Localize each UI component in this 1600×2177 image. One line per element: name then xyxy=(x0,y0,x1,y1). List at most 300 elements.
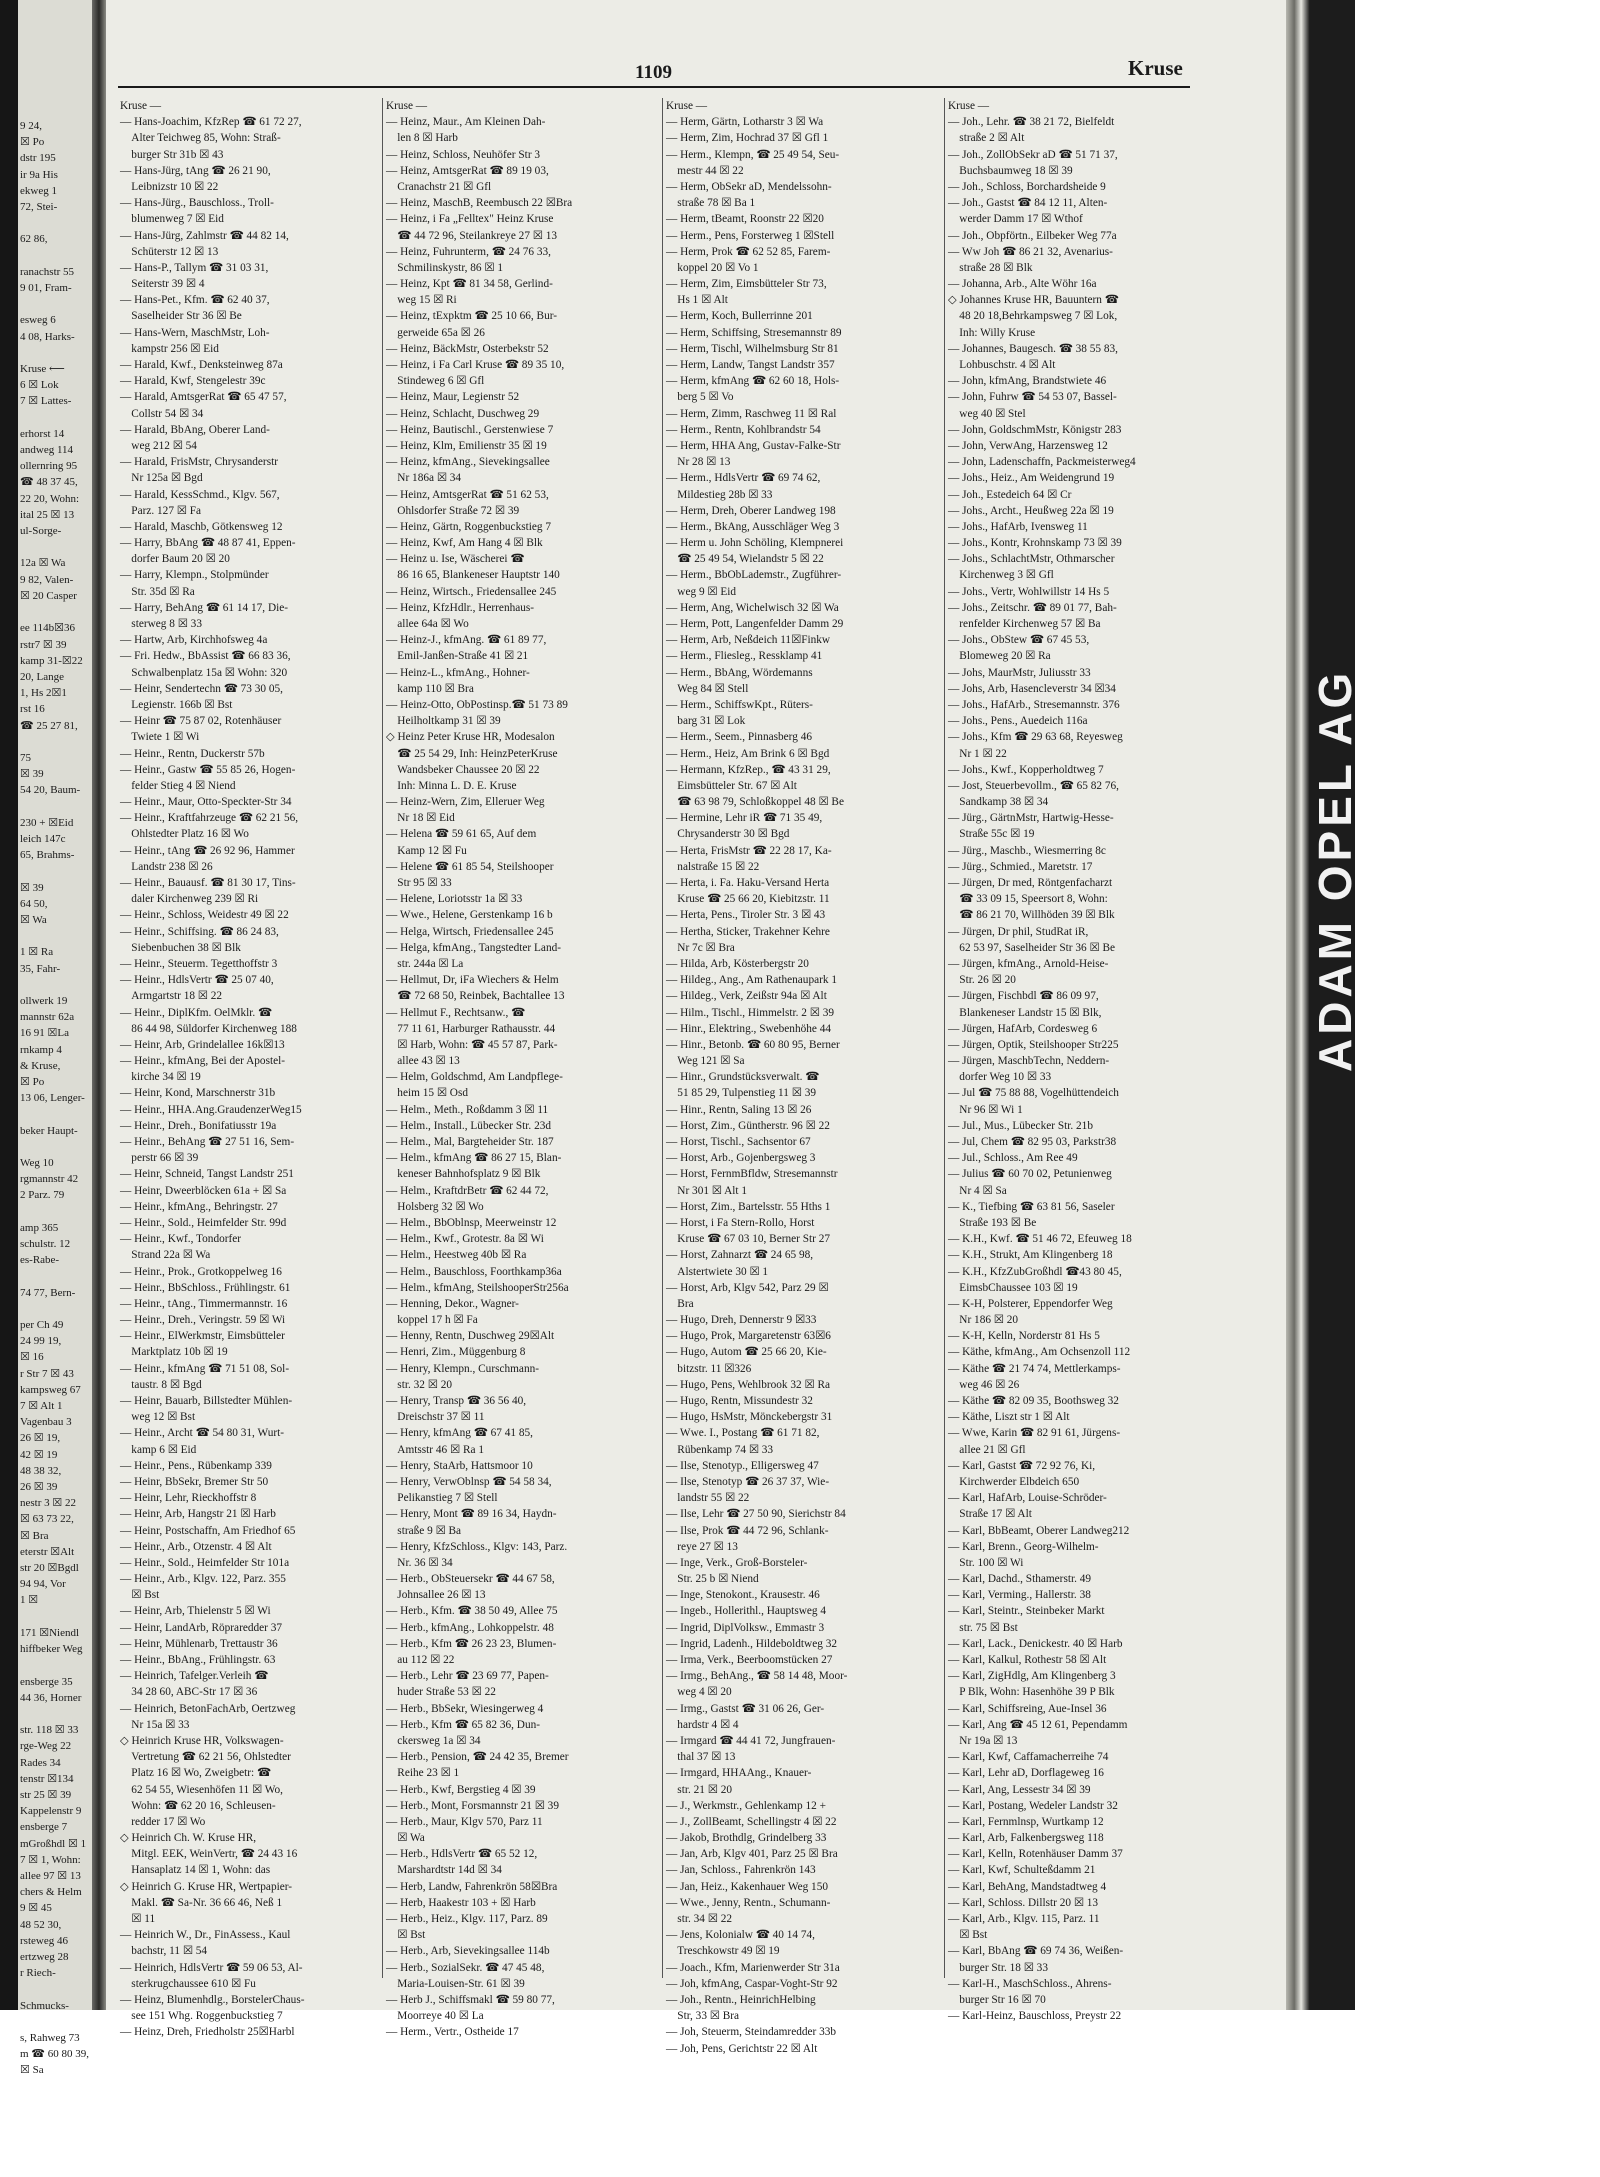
directory-entry-line: — Fri. Hedw., BbAssist ☎ 66 83 36, xyxy=(120,650,291,663)
directory-entry-line: — Karl, Lehr aD, Dorflageweg 16 xyxy=(948,1767,1104,1780)
directory-entry-line: — Harald, Kwf, Stengelestr 39c xyxy=(120,375,266,388)
facing-page-line xyxy=(20,863,89,879)
directory-entry-line: — Herm, Zim, Eimsbütteler Str 73, xyxy=(666,278,827,291)
directory-entry-line: weg 40 ☒ Stel xyxy=(948,407,1026,420)
directory-entry-line: thal 37 ☒ 13 xyxy=(666,1751,736,1764)
directory-entry-line: — Joh., Gastst ☎ 84 12 11, Alten- xyxy=(948,197,1108,210)
directory-entry-line: — Karl, BehAng, Mandstadtweg 4 xyxy=(948,1880,1107,1893)
facing-page-line: ul-Sorge- xyxy=(20,525,62,538)
directory-entry-line: perstr 66 ☒ 39 xyxy=(120,1152,199,1165)
directory-entry-line: — Heinr., Dreh., Veringstr. 59 ☒ Wi xyxy=(120,1314,286,1327)
directory-entry-line: — Karl, Steintr., Steinbeker Markt xyxy=(948,1605,1105,1618)
directory-entry-line: — Hans-Jürg, Zahlmstr ☎ 44 82 14, xyxy=(120,229,289,242)
directory-entry-line: — Hinr., Rentn, Saling 13 ☒ 26 xyxy=(666,1103,812,1116)
directory-entry-line: — Wwe., Jenny, Rentn., Schumann- xyxy=(666,1896,831,1909)
directory-entry-line: Nr 19a ☒ 13 xyxy=(948,1734,1018,1747)
directory-entry-line: Moorreye 40 ☒ La xyxy=(386,2010,484,2023)
directory-entry-line: — Johs., Kontr, Krohnskamp 73 ☒ 39 xyxy=(948,537,1122,550)
facing-page-line: 26 ☒ 39 xyxy=(20,1481,58,1494)
directory-entry-line: — Heinz-J., kfmAng. ☎ 61 89 77, xyxy=(386,634,547,647)
directory-entry-line: landstr 55 ☒ 22 xyxy=(666,1492,750,1505)
directory-entry-line: Dreischstr 37 ☒ 11 xyxy=(386,1411,485,1424)
directory-entry-line: weg 15 ☒ Ri xyxy=(386,294,457,307)
directory-entry-line: Sandkamp 38 ☒ 34 xyxy=(948,796,1049,809)
directory-entry-line: Maria-Louisen-Str. 61 ☒ 39 xyxy=(386,1977,525,1990)
directory-entry-line: — Herm, Zimm, Raschweg 11 ☒ Ral xyxy=(666,407,837,420)
facing-page-line: 24 99 19, xyxy=(20,1335,62,1348)
directory-entry-line: — Karl, Arb, Falkenbergsweg 118 xyxy=(948,1832,1104,1845)
facing-page-line: chers & Helm xyxy=(20,1886,82,1899)
directory-entry-line: Mildestieg 28b ☒ 33 xyxy=(666,488,773,501)
directory-entry-line: allee 64a ☒ Wo xyxy=(386,618,469,630)
directory-entry-line: — Henning, Dekor., Wagner- xyxy=(386,1297,519,1310)
facing-page-line: 1 ☒ xyxy=(20,1594,39,1607)
directory-entry-line: — John, GoldschmMstr, Königstr 283 xyxy=(948,423,1122,436)
directory-entry-line: — Heinz-L., kfmAng., Hohner- xyxy=(386,666,530,679)
directory-entry-line: ☎ 25 54 29, Inh: HeinzPeterKruse xyxy=(386,747,558,760)
directory-entry-line: berg 5 ☒ Vo xyxy=(666,391,734,404)
facing-page-line: ☒ Wa xyxy=(20,913,47,926)
directory-entry-line: — Helga, kfmAng., Tangstedter Land- xyxy=(386,941,561,954)
directory-entry-line: Alstertwiete 30 ☒ 1 xyxy=(666,1265,769,1278)
directory-entry-line: Inh: Willy Kruse xyxy=(948,326,1036,339)
directory-entry-line: Emil-Janßen-Straße 41 ☒ 21 xyxy=(386,650,529,663)
facing-page-line: 9 ☒ 45 xyxy=(20,1902,52,1915)
directory-entry-line: — Herta, FrisMstr ☎ 22 28 17, Ka- xyxy=(666,844,832,857)
directory-entry-line: — Herm., BbAng, Wördemanns xyxy=(666,666,813,679)
directory-entry-line: — Hans-Jürg, tAng ☎ 26 21 90, xyxy=(120,164,271,177)
directory-entry-line: — Joh, Steuerm, Steindamredder 33b xyxy=(666,2026,837,2039)
directory-entry-line: — Herb., Kfm. ☎ 38 50 49, Allee 75 xyxy=(386,1605,558,1618)
directory-entry-line: — Henry, StaArb, Hattsmoor 10 xyxy=(386,1459,533,1472)
directory-entry-line: ckersweg 1a ☒ 34 xyxy=(386,1734,481,1747)
directory-entry-line: — Ingrid, Ladenh., Hildeboldtweg 32 xyxy=(666,1637,837,1650)
directory-entry-line: — Heinz, i Fa Carl Kruse ☎ 89 35 10, xyxy=(386,359,565,371)
directory-entry-line: — Hans-Joachim, KfzRep ☎ 61 72 27, xyxy=(120,116,302,129)
directory-entry-line: Nr 15a ☒ 33 xyxy=(120,1718,190,1731)
advertisement-text: ADAM OPEL AG xyxy=(1309,668,1361,1072)
directory-entry-line: burger Str 31b ☒ 43 xyxy=(120,148,224,161)
directory-entry-line: — Karl, Kwf, Schulteßdamm 21 xyxy=(948,1864,1096,1877)
facing-page-line xyxy=(20,1106,89,1122)
directory-entry-line: Makl. ☎ Sa-Nr. 36 66 46, Neß 1 xyxy=(120,1896,283,1909)
directory-entry-line: weg 212 ☒ 54 xyxy=(120,439,197,452)
directory-entry-line: 34 28 60, ABC-Str 17 ☒ 36 xyxy=(120,1686,258,1699)
directory-entry-line: Nr 28 ☒ 13 xyxy=(666,456,731,469)
directory-entry-line: weg 9 ☒ Eid xyxy=(666,585,737,598)
directory-entry-line: — Heinr, Postschaffn, Am Friedhof 65 xyxy=(120,1524,296,1537)
directory-entry-line: — Heinr, Arb, Hangstr 21 ☒ Harb xyxy=(120,1508,276,1521)
facing-page-line: str 20 ☒Bgdl xyxy=(20,1562,79,1575)
directory-entry-line: — John, kfmAng, Brandstwiete 46 xyxy=(948,375,1107,388)
directory-entry-line: — Heinz, Kwf, Am Hang 4 ☒ Blk xyxy=(386,537,543,550)
directory-entry-line: — Hans-Jürg., Bauschloss., Troll- xyxy=(120,197,274,210)
directory-entry-line: — Hans-P., Tallym ☎ 31 03 31, xyxy=(120,261,269,274)
directory-entry-line: — Herb., Arb, Sievekingsallee 114b xyxy=(386,1945,550,1958)
facing-page-line: ☒ 39 xyxy=(20,881,44,894)
directory-entry-line: — Herm, Koch, Bullerrinne 201 xyxy=(666,310,813,323)
directory-entry-line: — Hertha, Sticker, Trakehner Kehre xyxy=(666,925,830,938)
facing-page-line: rge-Weg 22 xyxy=(20,1740,72,1753)
directory-entry-line: ◇ Heinz Peter Kruse HR, Modesalon xyxy=(386,731,555,744)
directory-entry-line: — Horst, i Fa Stern-Rollo, Horst xyxy=(666,1216,815,1229)
directory-entry-line: — Helm., Heestweg 40b ☒ Ra xyxy=(386,1249,527,1262)
directory-entry-line: — Helga, Wirtsch, Friedensallee 245 xyxy=(386,925,554,938)
directory-entry-line: — Herm, Gärtn, Lotharstr 3 ☒ Wa xyxy=(666,116,824,129)
directory-entry-line: Wohn: ☎ 62 20 16, Schleusen- xyxy=(120,1799,276,1812)
directory-entry-line: — Johanna, Arb., Alte Wöhr 16a xyxy=(948,278,1097,291)
directory-entry-line: — Wwe. I., Postang ☎ 61 71 82, xyxy=(666,1427,820,1440)
directory-entry-line: len 8 ☒ Harb xyxy=(386,132,458,145)
facing-page-line: 48 38 32, xyxy=(20,1464,62,1477)
facing-page-line: ☒ 63 73 22, xyxy=(20,1513,74,1526)
directory-column-2 xyxy=(386,98,648,2041)
facing-page-line: 7 ☒ Lattes- xyxy=(20,395,72,408)
directory-entry-line: — Herm, ObSekr aD, Mendelssohn- xyxy=(666,180,832,193)
directory-entry-line: — Johs., Zeitschr. ☎ 89 01 77, Bah- xyxy=(948,601,1117,614)
directory-entry-line: — Hilda, Arb, Kösterbergstr 20 xyxy=(666,957,809,970)
column-divider xyxy=(662,98,663,1978)
directory-entry-line: Nr 186 ☒ 20 xyxy=(948,1314,1019,1327)
facing-page-line: Kappelenstr 9 xyxy=(20,1805,82,1818)
directory-entry-line: Siebenbuchen 38 ☒ Blk xyxy=(120,941,241,954)
facing-page-line: ☒ Po xyxy=(20,136,45,149)
directory-entry-line: ☒ Wa xyxy=(386,1832,425,1845)
directory-entry-line: — Herb., Maur, Klgv 570, Parz 11 xyxy=(386,1815,543,1828)
facing-page-line: 26 ☒ 19, xyxy=(20,1432,61,1445)
facing-page-line xyxy=(20,1706,89,1722)
directory-entry-line: — Herm, Tischl, Wilhelmsburg Str 81 xyxy=(666,342,839,355)
directory-entry-line: — Heinr, Arb, Thielenstr 5 ☒ Wi xyxy=(120,1605,271,1618)
directory-entry-line: — Joh, kfmAng, Caspar-Voght-Str 92 xyxy=(666,1977,838,1990)
directory-entry-line: — Joh., Rentn., HeinrichHelbing xyxy=(666,1993,816,2006)
directory-entry-line: — Hildeg., Ang., Am Rathenaupark 1 xyxy=(666,974,837,987)
facing-page-line: s, Rahweg 73 xyxy=(20,2031,80,2044)
directory-entry-line: kirche 34 ☒ 19 xyxy=(120,1071,201,1084)
directory-entry-line: ☒ Bst xyxy=(948,1929,988,1942)
directory-entry-line: — Jürg., Maschb., Wiesmerring 8c xyxy=(948,844,1106,857)
directory-entry-line: — Herb., ObSteuersekr ☎ 44 67 58, xyxy=(386,1573,555,1586)
directory-column-4 xyxy=(948,98,1198,2024)
directory-entry-line: keneser Bahnhofsplatz 9 ☒ Blk xyxy=(386,1168,541,1181)
header-rule xyxy=(118,86,1190,88)
directory-entry-line: Nr. 36 ☒ 34 xyxy=(386,1556,453,1569)
directory-entry-line: str. 32 ☒ 20 xyxy=(386,1378,452,1391)
facing-page-line: per Ch 49 xyxy=(20,1319,64,1332)
directory-entry-line: — Henri, Zim., Müggenburg 8 xyxy=(386,1346,526,1359)
directory-entry-line: ◇ Heinrich G. Kruse HR, Wertpapier- xyxy=(120,1880,293,1893)
directory-entry-line: — Helm., BbOblnsp, Meerweinstr 12 xyxy=(386,1216,557,1229)
advertisement-strip xyxy=(1300,220,1361,1520)
facing-page-line: 1, Hs 2☒1 xyxy=(20,687,67,700)
directory-entry-line: werder Damm 17 ☒ Wthof xyxy=(948,213,1083,226)
directory-entry-line: — Helm., Install., Lübecker Str. 23d xyxy=(386,1119,552,1132)
facing-page-line: ☒ Sa xyxy=(20,2064,44,2077)
facing-page-line: 62 86, xyxy=(20,233,48,246)
directory-entry-line: — Helm., Meth., Roßdamm 3 ☒ 11 xyxy=(386,1103,549,1116)
directory-entry-line: — Hermann, KfzRep., ☎ 43 31 29, xyxy=(666,763,831,776)
facing-page-line: mannstr 62a xyxy=(20,1011,75,1024)
facing-page-line: andweg 114 xyxy=(20,444,74,457)
directory-entry-line: — Heinr., tAng., Timmermannstr. 16 xyxy=(120,1297,288,1310)
directory-entry-line: blumenweg 7 ☒ Eid xyxy=(120,213,224,226)
directory-entry-line: — Johs, MaurMstr, Juliusstr 33 xyxy=(948,666,1091,679)
facing-page-line xyxy=(20,1268,89,1284)
directory-entry-line: — Herm, Dreh, Oberer Landweg 198 xyxy=(666,504,836,517)
directory-entry-line: — Johs., Kwf., Kopperholdtweg 7 xyxy=(948,763,1104,776)
directory-entry-line: — Jürgen, Dr med, Röntgenfacharzt xyxy=(948,877,1113,889)
directory-entry-line: — Herb, Landw, Fahrenkrön 58☒Bra xyxy=(386,1880,558,1893)
facing-page-line xyxy=(20,345,89,361)
directory-entry-line: — K-H, Polsterer, Eppendorfer Weg xyxy=(948,1297,1113,1310)
directory-entry-line: — Henry, Transp ☎ 36 56 40, xyxy=(386,1395,527,1407)
directory-entry-line: renfelder Kirchenweg 57 ☒ Ba xyxy=(948,618,1101,630)
directory-entry-line: heim 15 ☒ Osd xyxy=(386,1087,468,1100)
directory-entry-line: ☒ Harb, Wohn: ☎ 45 57 87, Park- xyxy=(386,1038,558,1051)
facing-page-line: beker Haupt- xyxy=(20,1124,78,1137)
directory-entry-line: burger Str 16 ☒ 70 xyxy=(948,1993,1046,2006)
directory-entry-line: 62 54 55, Wiesenhöfen 11 ☒ Wo, xyxy=(120,1783,283,1796)
facing-page-line: ollwerk 19 xyxy=(20,994,68,1007)
directory-entry-line: — Henry, KfzSchloss., Klgv: 143, Parz. xyxy=(386,1540,568,1553)
directory-entry-line: str. 34 ☒ 22 xyxy=(666,1913,732,1925)
directory-entry-line: str. 244a ☒ La xyxy=(386,957,464,970)
directory-entry-line: burger Str. 18 ☒ 33 xyxy=(948,1961,1048,1974)
directory-entry-line: — Herb J., Schiffsmakl ☎ 59 80 77, xyxy=(386,1993,555,2006)
directory-entry-line: Nr 186a ☒ 34 xyxy=(386,472,462,485)
directory-entry-line: — John, Ladenschaffn, Packmeisterweg4 xyxy=(948,456,1136,469)
directory-entry-line: — Heinr., Arb., Klgv. 122, Parz. 355 xyxy=(120,1573,286,1586)
running-head: Kruse xyxy=(1128,56,1183,80)
directory-entry-line: — Heinz, Schloss, Neuhöfer Str 3 xyxy=(386,148,541,161)
facing-page-line: kamp 31-☒22 xyxy=(20,654,83,667)
facing-page-line: rst 16 xyxy=(20,703,45,716)
directory-entry-line: — Horst, Tischl., Sachsentor 67 xyxy=(666,1136,811,1148)
directory-entry-line: — Jürg., GärtnMstr, Hartwig-Hesse- xyxy=(948,812,1114,825)
directory-entry-line: — Joh., Schloss, Borchardsheide 9 xyxy=(948,180,1106,193)
directory-entry-line: Nr 18 ☒ Eid xyxy=(386,812,455,825)
directory-entry-line: — Heinz, AmtsgerRat ☎ 51 62 53, xyxy=(386,488,549,501)
facing-page-line: rstr7 ☒ 39 xyxy=(20,638,67,651)
directory-entry-line: — Heinr., kfmAng, Bei der Apostel- xyxy=(120,1055,286,1068)
facing-page-line: ☒ 39 xyxy=(20,768,44,781)
directory-entry-line: — Ilse, Prok ☎ 44 72 96, Schlank- xyxy=(666,1524,829,1537)
directory-entry-line: ☎ 44 72 96, Steilankreye 27 ☒ 13 xyxy=(386,229,558,242)
directory-entry-line: — Horst, Zim., Güntherstr. 96 ☒ 22 xyxy=(666,1119,830,1132)
directory-entry-line: — Heinr., Schloss, Weidestr 49 ☒ 22 xyxy=(120,909,289,922)
directory-entry-line: — Karl, Brenn., Georg-Wilhelm- xyxy=(948,1540,1099,1553)
directory-entry-line: ☎ 25 49 54, Wielandstr 5 ☒ 22 xyxy=(666,553,824,566)
directory-entry-line: — Johs., SchlachtMstr, Othmarscher xyxy=(948,553,1115,566)
facing-page-line xyxy=(20,1981,89,1997)
facing-page-line: str 25 ☒ 39 xyxy=(20,1788,72,1801)
directory-entry-line: — Johs., Vertr, Wohlwillstr 14 Hs 5 xyxy=(948,585,1110,598)
directory-entry-line: ☎ 63 98 79, Schloßkoppel 48 ☒ Be xyxy=(666,796,844,809)
facing-page-line: 230 + ☒Eid xyxy=(20,816,74,829)
facing-page-line: es-Rabe- xyxy=(20,1254,60,1267)
directory-entry-line: — Johs., Pens., Auedeich 116a xyxy=(948,715,1088,728)
directory-entry-line: — Jürgen, MaschbTechn, Neddern- xyxy=(948,1055,1110,1068)
directory-entry-line: straße 28 ☒ Blk xyxy=(948,261,1033,274)
directory-entry-line: — Heinr, Arb, Grindelallee 16k☒13 xyxy=(120,1038,285,1051)
directory-entry-line: Kruse ☎ 25 66 20, Kiebitzstr. 11 xyxy=(666,893,830,906)
directory-entry-line: — Irmg., Gastst ☎ 31 06 26, Ger- xyxy=(666,1702,825,1715)
directory-entry-line: — Julius ☎ 60 70 02, Petunienweg xyxy=(948,1168,1112,1181)
directory-entry-line: — Joh., Estedeich 64 ☒ Cr xyxy=(948,488,1072,501)
directory-entry-line: — Karl, Kwf, Caffamacherreihe 74 xyxy=(948,1751,1109,1764)
directory-entry-line: — Käthe ☎ 82 09 35, Boothsweg 32 xyxy=(948,1395,1119,1407)
directory-entry-line: — Johs., Archt., Heußweg 22a ☒ 19 xyxy=(948,504,1114,517)
facing-page-line: rgmannstr 42 xyxy=(20,1173,79,1186)
directory-entry-line: — Jul., Mus., Lübecker Str. 21b xyxy=(948,1119,1093,1132)
directory-entry-line: — Helm, Goldschmd, Am Landpflege- xyxy=(386,1071,563,1084)
facing-page-line: 75 xyxy=(20,751,31,764)
facing-page-line: leich 147c xyxy=(20,832,66,845)
page-number: 1109 xyxy=(635,62,672,83)
directory-entry-line: — Irma, Verk., Beerboomstücken 27 xyxy=(666,1654,833,1666)
directory-entry-line: — Karl, Dachd., Sthamerstr. 49 xyxy=(948,1573,1092,1586)
directory-entry-line: Collstr 54 ☒ 34 xyxy=(120,407,204,420)
directory-entry-line: — Herb., Lehr ☎ 23 69 77, Papen- xyxy=(386,1670,549,1683)
directory-entry-line: straße 2 ☒ Alt xyxy=(948,132,1025,145)
directory-entry-line: Saselheider Str 36 ☒ Be xyxy=(120,310,242,323)
facing-page-line xyxy=(20,977,89,993)
facing-page-line: ranachstr 55 xyxy=(20,265,75,278)
facing-page-line xyxy=(20,215,89,231)
directory-entry-line: — Heinr., Maur, Otto-Speckter-Str 34 xyxy=(120,796,292,809)
directory-entry-line: huder Straße 53 ☒ 22 xyxy=(386,1686,496,1699)
directory-entry-line: kamp 110 ☒ Bra xyxy=(386,682,474,695)
directory-entry-line: — Jakob, Brothdlg, Grindelberg 33 xyxy=(666,1832,827,1845)
directory-entry-line: Twiete 1 ☒ Wi xyxy=(120,731,200,744)
facing-page-line: 13 06, Lenger- xyxy=(20,1092,85,1105)
directory-entry-line: — John, Fuhrw ☎ 54 53 07, Bassel- xyxy=(948,391,1117,404)
directory-entry-line: — Heinr., ElWerkmstr, Eimsbütteler xyxy=(120,1330,285,1343)
directory-entry-line: 48 20 18,Behrkampsweg 7 ☒ Lok, xyxy=(948,310,1118,323)
directory-entry-line: Legienstr. 166b ☒ Bst xyxy=(120,698,233,711)
directory-entry-line: — Johs., Kfm ☎ 29 63 68, Reyesweg xyxy=(948,731,1123,744)
directory-entry-line: Treschkowstr 49 ☒ 19 xyxy=(666,1945,780,1958)
facing-page-line xyxy=(20,1657,89,1673)
directory-entry-line: 86 16 65, Blankeneser Hauptstr 140 xyxy=(386,569,560,582)
directory-entry-line: Parz. 127 ☒ Fa xyxy=(120,504,202,517)
directory-entry-line: EimsbChaussee 103 ☒ 19 xyxy=(948,1281,1078,1294)
directory-entry-line: — Horst, Zim., Bartelsstr. 55 Hths 1 xyxy=(666,1200,831,1213)
directory-entry-line: — Herm, Arb, Neßdeich 11☒Finkw xyxy=(666,634,831,647)
directory-entry-line: koppel 20 ☒ Vo 1 xyxy=(666,261,759,274)
directory-entry-line: Nr 125a ☒ Bgd xyxy=(120,472,203,485)
directory-entry-line: — Heinr., Prok., Grotkoppelweg 16 xyxy=(120,1265,282,1278)
directory-entry-line: — Herb., Kwf, Bergstieg 4 ☒ 39 xyxy=(386,1783,536,1796)
directory-entry-line: — Heinz, i Fa „Felltex" Heinz Kruse xyxy=(386,213,554,226)
directory-entry-line: — Karl, BbAng ☎ 69 74 36, Weißen- xyxy=(948,1945,1124,1958)
facing-page-line: ital 25 ☒ 13 xyxy=(20,508,75,521)
facing-page-line: 6 ☒ Lok xyxy=(20,379,59,392)
directory-entry-line: — Hugo, HsMstr, Mönckebergstr 31 xyxy=(666,1411,833,1424)
directory-entry-line: — Horst, Arb, Klgv 542, Parz 29 ☒ xyxy=(666,1281,829,1294)
directory-entry-line: — Heinrich, Tafelger.Verleih ☎ xyxy=(120,1670,269,1683)
directory-entry-line: dorfer Weg 10 ☒ 33 xyxy=(948,1071,1052,1084)
facing-page-line: 7 ☒ 1, Wohn: xyxy=(20,1853,81,1866)
directory-entry-line: Kruse — xyxy=(120,100,162,112)
facing-page-line xyxy=(20,1139,89,1155)
directory-entry-line: — Karl, Ang ☎ 45 12 61, Pependamm xyxy=(948,1718,1128,1731)
facing-page-line: 16 91 ☒La xyxy=(20,1027,69,1040)
facing-page-line: r Riech- xyxy=(20,1967,56,1980)
directory-entry-line: — Heinz, Dreh, Friedholstr 25☒Harbl xyxy=(120,2026,295,2039)
directory-entry-line: — Wwe., Helene, Gerstenkamp 16 b xyxy=(386,909,553,922)
directory-entry-line: — Jan, Schloss., Fahrenkrön 143 xyxy=(666,1864,816,1877)
facing-page-line: ☎ 25 27 81, xyxy=(20,719,78,732)
facing-page-line: ir 9a His xyxy=(20,168,58,181)
directory-entry-line: Kamp 12 ☒ Fu xyxy=(386,844,467,857)
directory-entry-line: weg 46 ☒ 26 xyxy=(948,1378,1020,1391)
directory-entry-line: — Heinz, kfmAng., Sievekingsallee xyxy=(386,456,550,469)
directory-entry-line: — Horst, Zahnarzt ☎ 24 65 98, xyxy=(666,1249,814,1262)
directory-entry-line: — K-H, Kelln, Norderstr 81 Hs 5 xyxy=(948,1330,1100,1343)
directory-entry-line: — Helene, Loriotsstr 1a ☒ 33 xyxy=(386,893,523,906)
facing-page-line xyxy=(20,1609,89,1625)
directory-entry-line: mestr 44 ☒ 22 xyxy=(666,164,744,177)
directory-entry-line: — Karl-Heinz, Bauschloss, Preystr 22 xyxy=(948,2010,1122,2023)
directory-entry-line: Cranachstr 21 ☒ Gfl xyxy=(386,180,492,193)
facing-page-line: 22 20, Wohn: xyxy=(20,492,80,505)
directory-entry-line: — Helm., kfmAng ☎ 86 27 15, Blan- xyxy=(386,1152,562,1165)
facing-page-line: rnkamp 4 xyxy=(20,1043,62,1056)
directory-entry-line: — Herb., Mont, Forsmannstr 21 ☒ 39 xyxy=(386,1799,559,1812)
directory-entry-line: Kruse ☎ 67 03 10, Berner Str 27 xyxy=(666,1233,831,1246)
directory-entry-line: — Heinr., tAng ☎ 26 92 96, Hammer xyxy=(120,844,295,857)
directory-entry-line: — Henny, Rentn, Duschweg 29☒Alt xyxy=(386,1330,555,1343)
directory-entry-line: — Heinz, Schlacht, Duschweg 29 xyxy=(386,407,540,420)
facing-page-line: tenstr ☒134 xyxy=(20,1772,74,1785)
directory-entry-line: — Käthe ☎ 21 74 74, Mettlerkamps- xyxy=(948,1362,1121,1375)
directory-entry-line: — K.H., Kwf. ☎ 51 46 72, Efeuweg 18 xyxy=(948,1233,1132,1246)
directory-entry-line: — John, VerwAng, Harzensweg 12 xyxy=(948,439,1108,452)
directory-entry-line: — Hellmut, Dr, iFa Wiechers & Helm xyxy=(386,974,559,987)
facing-page-line xyxy=(20,734,89,750)
directory-entry-line: — Horst, Arb., Gojenbergsweg 3 xyxy=(666,1152,816,1165)
facing-page-line: Kruse ⟵ xyxy=(20,363,65,376)
facing-page-line: rsteweg 46 xyxy=(20,1934,68,1947)
facing-page-line: 48 52 30, xyxy=(20,1918,62,1931)
directory-entry-line: — Joh, Pens, Gerichtstr 22 ☒ Alt xyxy=(666,2042,818,2055)
directory-entry-line: Heilholtkamp 31 ☒ 39 xyxy=(386,715,501,728)
directory-entry-line: — Herm., Seem., Pinnasberg 46 xyxy=(666,731,813,744)
directory-entry-line: bachstr, 11 ☒ 54 xyxy=(120,1945,208,1958)
directory-entry-line: — Herm., Pens, Forsterweg 1 ☒Stell xyxy=(666,229,835,242)
directory-entry-line: Bra xyxy=(666,1297,694,1310)
directory-entry-line: — Heinr., DiplKfm. OelMklr. ☎ xyxy=(120,1006,273,1019)
directory-entry-line: — Jan, Arb, Klgv 401, Parz 25 ☒ Bra xyxy=(666,1848,838,1861)
directory-entry-line: — Heinr., Steuerm. Tegetthoffstr 3 xyxy=(120,957,278,970)
directory-entry-line: dorfer Baum 20 ☒ 20 xyxy=(120,553,230,566)
directory-entry-line: daler Kirchenweg 239 ☒ Ri xyxy=(120,893,259,906)
directory-entry-line: — Herb., Kfm ☎ 65 82 36, Dun- xyxy=(386,1718,541,1731)
directory-entry-line: Schmilinskystr, 86 ☒ 1 xyxy=(386,261,504,274)
directory-entry-line: see 151 Whg. Roggenbuckstieg 7 xyxy=(120,2010,283,2023)
directory-entry-line: sterkrugchaussee 610 ☒ Fu xyxy=(120,1977,256,1990)
directory-entry-line: Buchsbaumweg 18 ☒ 39 xyxy=(948,164,1073,177)
directory-column-1 xyxy=(120,98,382,2041)
directory-entry-line: Kruse — xyxy=(666,100,708,112)
directory-entry-line: — Karl, Gastst ☎ 72 92 76, Ki, xyxy=(948,1459,1096,1472)
directory-entry-line: — Hugo, Prok, Margaretenstr 63☒6 xyxy=(666,1330,831,1343)
directory-entry-line: Rübenkamp 74 ☒ 33 xyxy=(666,1443,774,1456)
facing-page-line: 54 20, Baum- xyxy=(20,784,81,797)
directory-entry-line: Ohlstedter Platz 16 ☒ Wo xyxy=(120,828,249,841)
facing-page-line: amp 365 xyxy=(20,1221,59,1234)
